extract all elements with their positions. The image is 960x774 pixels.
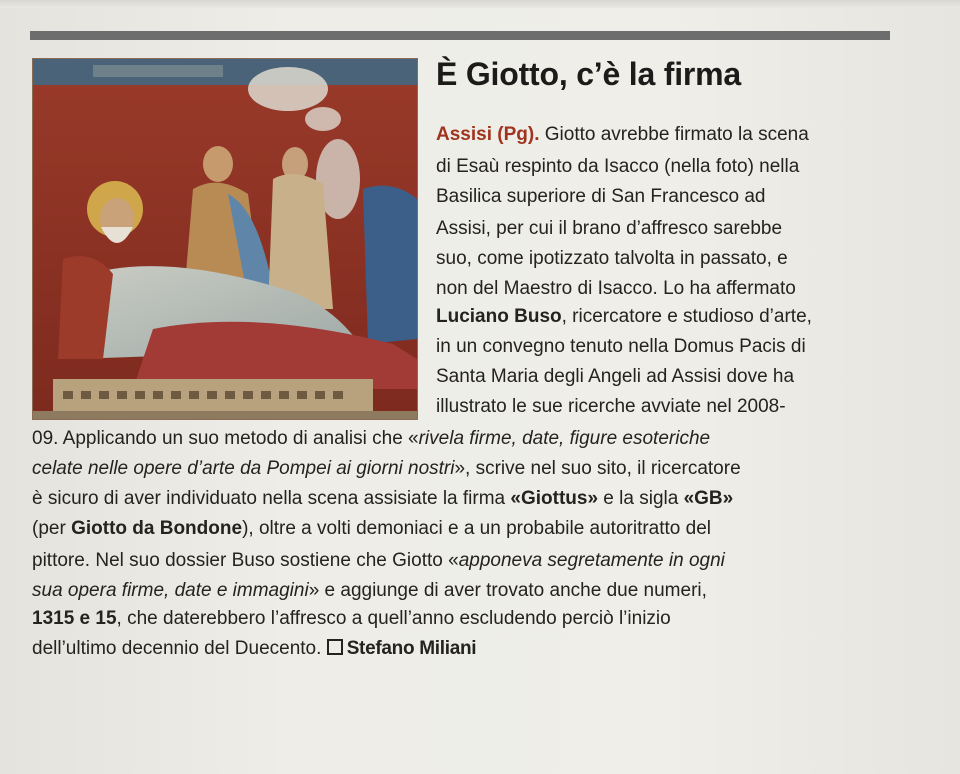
text-segment: Basilica superiore di San Francesco ad [436,186,766,207]
text-segment: , che daterebbero l’affresco a quell’anno escludendo perciò l’inizio [116,608,671,629]
article-line [436,302,812,332]
text-segment: 09. Applicando un suo metodo di analisi che « [32,428,419,449]
text-segment: sua opera firme, date e immagini [32,580,309,601]
article-line [436,332,806,362]
text-segment: » e aggiunge di aver trovato anche due numeri, [308,580,707,601]
text-segment: illustrato le sue ricerche avviate nel 2008- [436,396,786,417]
text-segment: non del Maestro di Isacco. Lo ha affermato [436,278,796,299]
text-segment: in un convegno tenuto nella Domus Pacis di [436,336,806,357]
text-segment: 1315 e 15 [32,608,117,629]
text-segment: ), oltre a volti demoniaci e a un probabile autoritratto del [242,518,711,539]
article-line [32,514,711,544]
article-line [436,392,786,422]
article-line [32,546,725,576]
text-segment: (per [32,518,72,539]
end-square-icon [327,639,343,655]
text-segment: Assisi, per cui il brano d’affresco sarebbe [436,218,783,239]
article-line [436,274,796,304]
text-segment: suo, come ipotizzato talvolta in passato, e [436,248,788,269]
article-line [436,362,794,392]
header-rule [30,31,890,40]
text-segment: celate nelle opere d’arte da Pompei ai giorni nostri [32,458,455,479]
article-headline: È Giotto, c’è la firma [436,56,742,92]
article-line [32,604,671,634]
text-segment: Luciano Buso [436,306,562,327]
text-segment: Giotto da Bondone [71,518,243,539]
fresco-image [32,58,418,420]
text-segment: e la sigla [598,488,684,509]
article-line [436,182,766,212]
text-segment: di Esaù respinto da Isacco (nella foto) nella [436,156,800,177]
text-segment: «Giottus» [510,488,599,509]
article-line [436,244,788,274]
article-line [32,576,707,606]
article-line [436,214,782,244]
article-line [32,484,733,514]
page-top-edge [0,0,960,8]
text-segment: è sicuro di aver individuato nella scena assisiate la firma [32,488,511,509]
text-segment: pittore. Nel suo dossier Buso sostiene che Giotto « [32,550,459,571]
article-line [436,152,799,182]
text-segment: dell’ultimo decennio del Duecento. [32,638,327,659]
article-line [32,424,710,454]
text-segment: rivela firme, date, figure esoteriche [418,428,711,449]
text-segment: , ricercatore e studioso d’arte, [561,306,812,327]
dateline: Assisi (Pg). [436,124,545,145]
text-segment: Santa Maria degli Angeli ad Assisi dove ha [436,366,795,387]
text-segment: apponeva segretamente in ogni [458,550,725,571]
text-segment: », scrive nel suo sito, il ricercatore [454,458,741,479]
article-line [32,454,741,484]
author-name: Stefano Miliani [346,638,477,659]
article-line [32,634,476,664]
text-segment: Giotto avrebbe firmato la scena [544,124,809,145]
article-line [436,120,809,150]
text-segment: «GB» [683,488,734,509]
